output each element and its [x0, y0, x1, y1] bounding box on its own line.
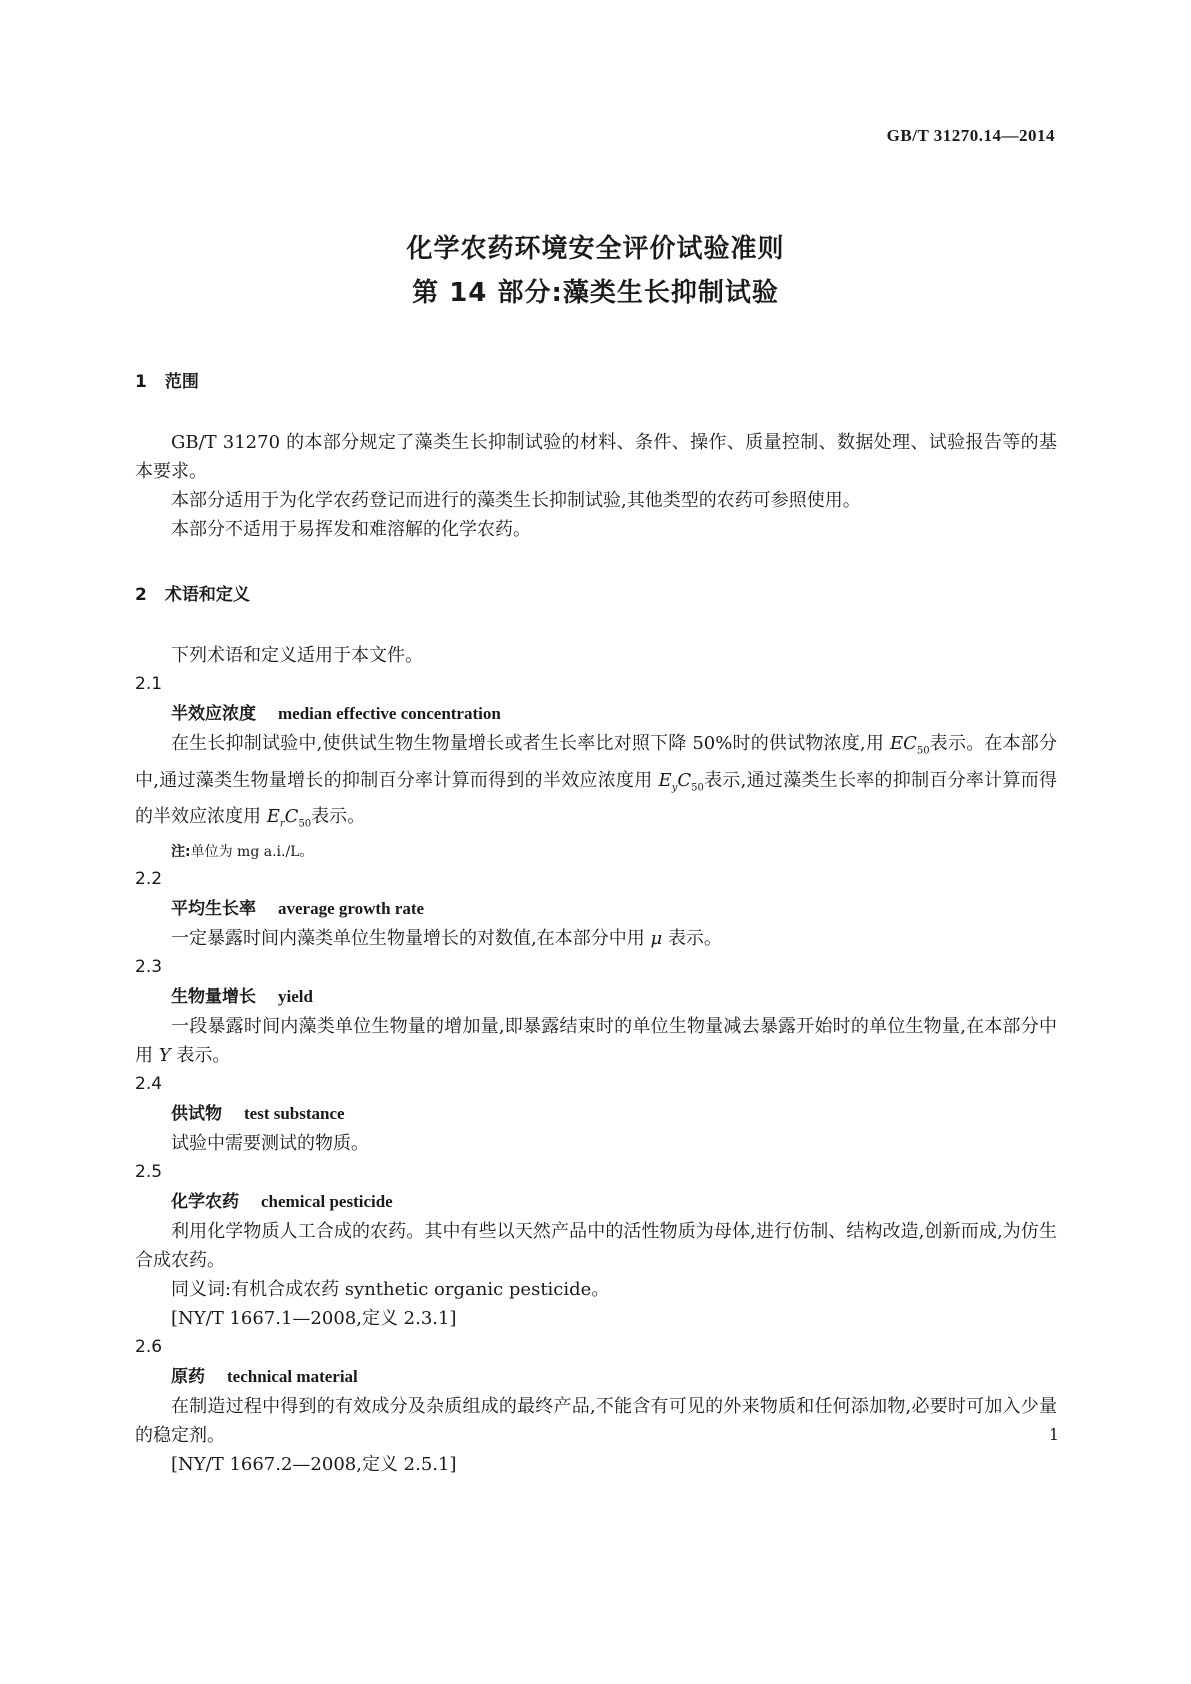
- term-en: technical material: [227, 1366, 358, 1386]
- term-reference: [NY/T 1667.1—2008,定义 2.3.1]: [171, 1307, 457, 1329]
- term-title: [135, 894, 1057, 924]
- term-title: [135, 699, 1057, 729]
- scope-paragraph-3: 本部分不适用于易挥发和难溶解的化学农药。: [171, 519, 531, 540]
- page-number: 1: [1048, 1425, 1059, 1444]
- section-title: 术语和定义: [164, 585, 250, 605]
- section-heading-terms: [135, 581, 1057, 610]
- term-number: 2.1: [135, 674, 163, 694]
- section-number: 2: [135, 585, 147, 605]
- term-cn: 平均生长率: [171, 898, 256, 919]
- term-en: median effective concentration: [278, 704, 501, 723]
- term-number: 2.6: [135, 1336, 163, 1357]
- document-title-line2: 第 14 部分:藻类生长抑制试验: [412, 278, 779, 308]
- term-definition: 一段暴露时间内藻类单位生物量的增加量,即暴露结束时的单位生物量减去暴露开始时的单位生物量,在本部分中用 Y 表示。: [135, 1015, 1057, 1066]
- document-body: [135, 368, 1057, 1479]
- term-note: 注:单位为 mg a.i./L。: [171, 843, 314, 860]
- section-heading-scope: [135, 368, 1057, 397]
- term-title: [135, 982, 1057, 1012]
- term-cn: 原药: [171, 1366, 205, 1387]
- terms-intro: 下列术语和定义适用于本文件。: [171, 645, 423, 666]
- term-number: 2.3: [135, 956, 163, 977]
- term-en: test substance: [244, 1103, 345, 1123]
- scope-paragraph-2: 本部分适用于为化学农药登记而进行的藻类生长抑制试验,其他类型的农药可参照使用。: [171, 490, 861, 511]
- standard-code: GB/T 31270.14—2014: [886, 126, 1055, 145]
- term-title: [135, 1187, 1057, 1217]
- term-number: 2.5: [135, 1161, 163, 1182]
- term-reference: [NY/T 1667.2—2008,定义 2.5.1]: [171, 1453, 457, 1475]
- term-en: average growth rate: [278, 898, 425, 918]
- term-definition: 试验中需要测试的物质。: [171, 1132, 369, 1154]
- term-cn: 化学农药: [171, 1191, 239, 1212]
- term-number: 2.4: [135, 1073, 163, 1094]
- section-number: 1: [135, 372, 147, 392]
- term-title: [135, 1099, 1057, 1129]
- term-en: yield: [278, 986, 313, 1006]
- section-title: 范围: [164, 372, 199, 392]
- term-cn: 生物量增长: [171, 986, 256, 1007]
- term-definition: 在生长抑制试验中,使供试生物生物量增长或者生长率比对照下降 50%时的供试物浓度,用 $EC_{50}$表示。在本部分中,通过藻类生物量增长的抑制百分率计算而得到的半效应浓度用 $E_yC_{50}$表示,通过藻类生长率的抑制百分率计算而得的半效应浓度用 $E_rC_{50}$表示。: [135, 733, 1057, 830]
- document-title-line1: 化学农药环境安全评价试验准则: [406, 234, 785, 264]
- term-number: 2.2: [135, 868, 163, 889]
- term-cn: 半效应浓度: [171, 704, 256, 724]
- term-definition: 一定暴露时间内藻类单位生物量增长的对数值,在本部分中用 μ 表示。: [171, 927, 722, 949]
- term-en: chemical pesticide: [261, 1191, 393, 1211]
- term-definition: 在制造过程中得到的有效成分及杂质组成的最终产品,不能含有可见的外来物质和任何添加物,必要时可加入少量的稳定剂。: [135, 1395, 1057, 1446]
- term-title: [135, 1362, 1057, 1392]
- term-cn: 供试物: [171, 1103, 222, 1124]
- scope-paragraph-1: GB/T 31270 的本部分规定了藻类生长抑制试验的材料、条件、操作、质量控制、数据处理、试验报告等的基本要求。: [135, 432, 1057, 482]
- term-definition: 利用化学物质人工合成的农药。其中有些以天然产品中的活性物质为母体,进行仿制、结构改造,创新而成,为仿生合成农药。: [135, 1220, 1057, 1271]
- term-synonym: 同义词:有机合成农药 synthetic organic pesticide。: [171, 1278, 610, 1300]
